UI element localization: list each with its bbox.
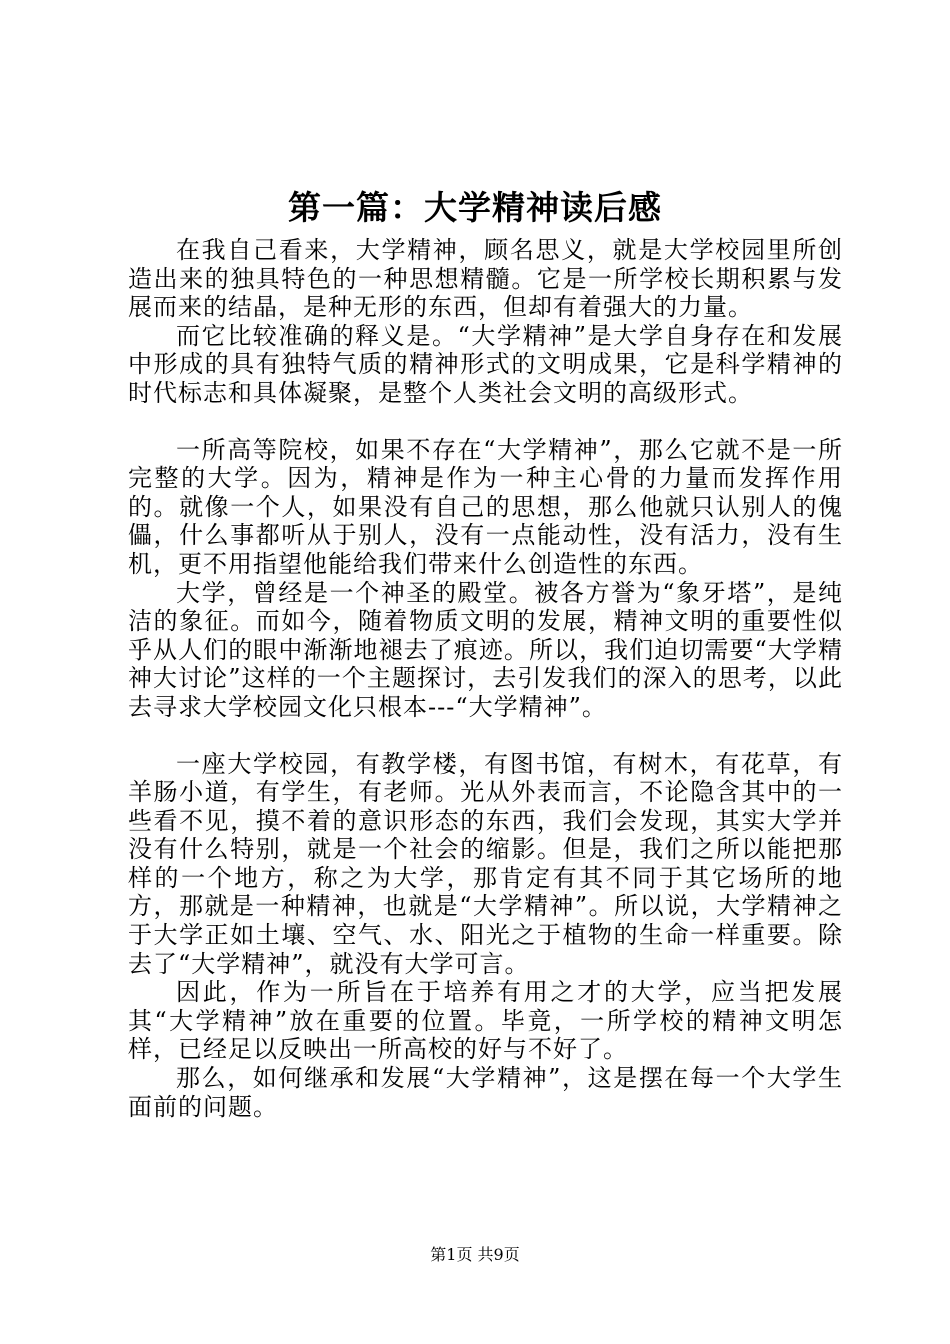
paragraph: 因此，作为一所旨在于培养有用之才的大学，应当把发展其“大学精神”放在重要的位置。毕竟，一所学校的精神文明怎样，已经足以反映出一所高校的好与不好了。 bbox=[128, 978, 843, 1064]
paragraph: 一所高等院校，如果不存在“大学精神”，那么它就不是一所完整的大学。因为，精神是作为一种主心骨的力量而发挥作用的。就像一个人，如果没有自己的思想，那么他就只认别人的傀儡，什么事都听从于别人，没有一点能动性，没有活力，没有生机，更不用指望他能给我们带来什么创造性的东西。 bbox=[128, 435, 843, 578]
paragraph: 一座大学校园，有教学楼，有图书馆，有树木，有花草，有羊肠小道，有学生，有老师。光从外表而言，不论隐含其中的一些看不见，摸不着的意识形态的东西，我们会发现，其实大学并没有什么特别，就是一个社会的缩影。但是，我们之所以能把那样的一个地方，称之为大学，那肯定有其不同于其它场所的地方，那就是一种精神，也就是“大学精神”。所以说，大学精神之于大学正如土壤、空气、水、阳光之于植物的生命一样重要。除去了“大学精神”，就没有大学可言。 bbox=[128, 749, 843, 978]
document-body bbox=[128, 236, 843, 1121]
page-number-footer: 第1页 共9页 bbox=[430, 1245, 520, 1264]
paragraph: 大学，曾经是一个神圣的殿堂。被各方誉为“象牙塔”，是纯洁的象征。而如今，随着物质文明的发展，精神文明的重要性似乎从人们的眼中渐渐地褪去了痕迹。所以，我们迫切需要“大学精神大讨论”这样的一个主题探讨，去引发我们的深入的思考，以此去寻求大学校园文化只根本---“大学精神”。 bbox=[128, 578, 843, 721]
paragraph: 在我自己看来，大学精神，顾名思义，就是大学校园里所创造出来的独具特色的一种思想精髓。它是一所学校长期积累与发展而来的结晶，是种无形的东西，但却有着强大的力量。 bbox=[128, 236, 843, 322]
paragraph: 而它比较准确的释义是。“大学精神”是大学自身存在和发展中形成的具有独特气质的精神形式的文明成果，它是科学精神的时代标志和具体凝聚，是整个人类社会文明的高级形式。 bbox=[128, 321, 843, 407]
document-title: 第一篇：大学精神读后感 bbox=[288, 188, 662, 227]
paragraph: 那么，如何继承和发展“大学精神”，这是摆在每一个大学生面前的问题。 bbox=[128, 1064, 843, 1121]
